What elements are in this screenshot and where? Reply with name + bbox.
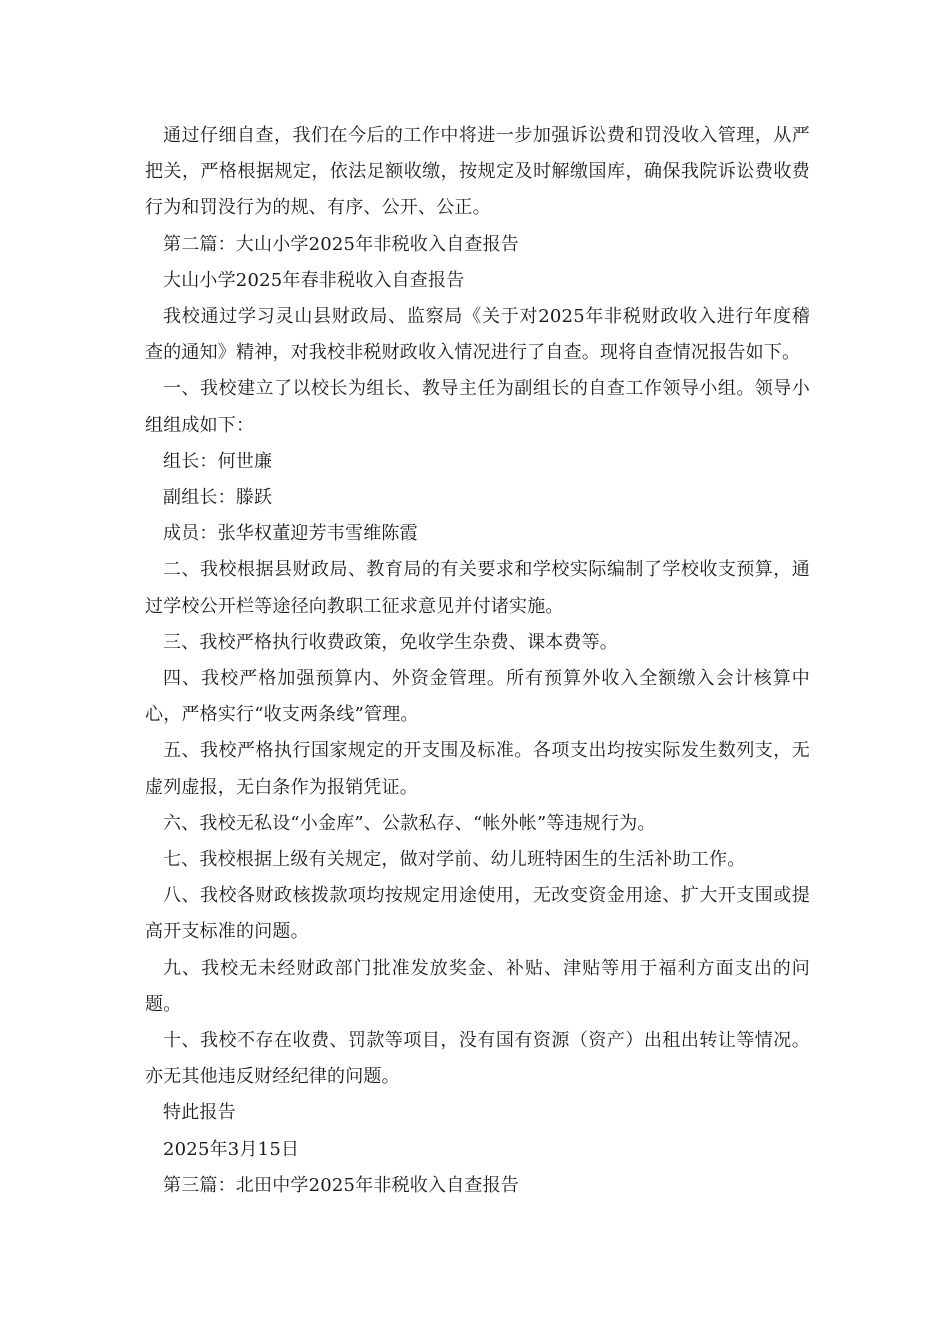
- paragraph-item-4: 四、我校严格加强预算内、外资金管理。所有预算外收入全额缴入会计核算中心，严格实行“收支两条线”管理。: [145, 668, 810, 726]
- paragraph-item-8: 八、我校各财政核拨款项均按规定用途使用，无改变资金用途、扩大开支围或提高开支标准的问题。: [145, 885, 810, 943]
- paragraph-intro: 我校通过学习灵山县财政局、监察局《关于对2025年非税财政收入进行年度稽查的通知》精神，对我校非税财政收入情况进行了自查。现将自查情况报告如下。: [145, 306, 810, 364]
- paragraph-item-1: 一、我校建立了以校长为组长、教导主任为副组长的自查工作领导小组。领导小组组成如下：: [145, 378, 810, 436]
- section-heading-part-three: 第三篇：北田中学2025年非税收入自查报告: [163, 1174, 520, 1196]
- members-line: 成员：张华权董迎芳韦雪维陈霞: [163, 523, 418, 545]
- paragraph-item-6: 六、我校无私设“小金库”、公款私存、“帐外帐”等违规行为。: [163, 812, 656, 834]
- leader-line: 组长：何世廉: [163, 450, 273, 472]
- report-date: 2025年3月15日: [163, 1138, 300, 1160]
- report-title: 大山小学2025年春非税收入自查报告: [163, 269, 465, 291]
- paragraph-item-5: 五、我校严格执行国家规定的开支围及标准。各项支出均按实际发生数列支，无虚列虚报，无白条作为报销凭证。: [145, 740, 810, 798]
- section-heading-part-two: 第二篇：大山小学2025年非税收入自查报告: [163, 233, 520, 255]
- paragraph-item-7: 七、我校根据上级有关规定，做对学前、幼儿班特困生的生活补助工作。: [163, 849, 746, 871]
- paragraph-closing-statement: 通过仔细自查，我们在今后的工作中将进一步加强诉讼费和罚没收入管理，从严把关，严格根据规定，依法足额收缴，按规定及时解缴国库，确保我院诉讼费收费行为和罚没行为的规、有序、公开、公正。: [145, 125, 810, 219]
- paragraph-item-2: 二、我校根据县财政局、教育局的有关要求和学校实际编制了学校收支预算，通过学校公开栏等途径向教职工征求意见并付诸实施。: [145, 559, 810, 617]
- closing-remark: 特此报告: [163, 1102, 236, 1124]
- document-page: [145, 118, 810, 1204]
- paragraph-item-10: 十、我校不存在收费、罚款等项目，没有国有资源（资产）出租出转让等情况。亦无其他违反财经纪律的问题。: [145, 1030, 810, 1088]
- paragraph-item-9: 九、我校无未经财政部门批准发放奖金、补贴、津贴等用于福利方面支出的问题。: [145, 957, 810, 1015]
- deputy-leader-line: 副组长：滕跃: [163, 487, 273, 509]
- paragraph-item-3: 三、我校严格执行收费政策，免收学生杂费、课本费等。: [163, 631, 618, 653]
